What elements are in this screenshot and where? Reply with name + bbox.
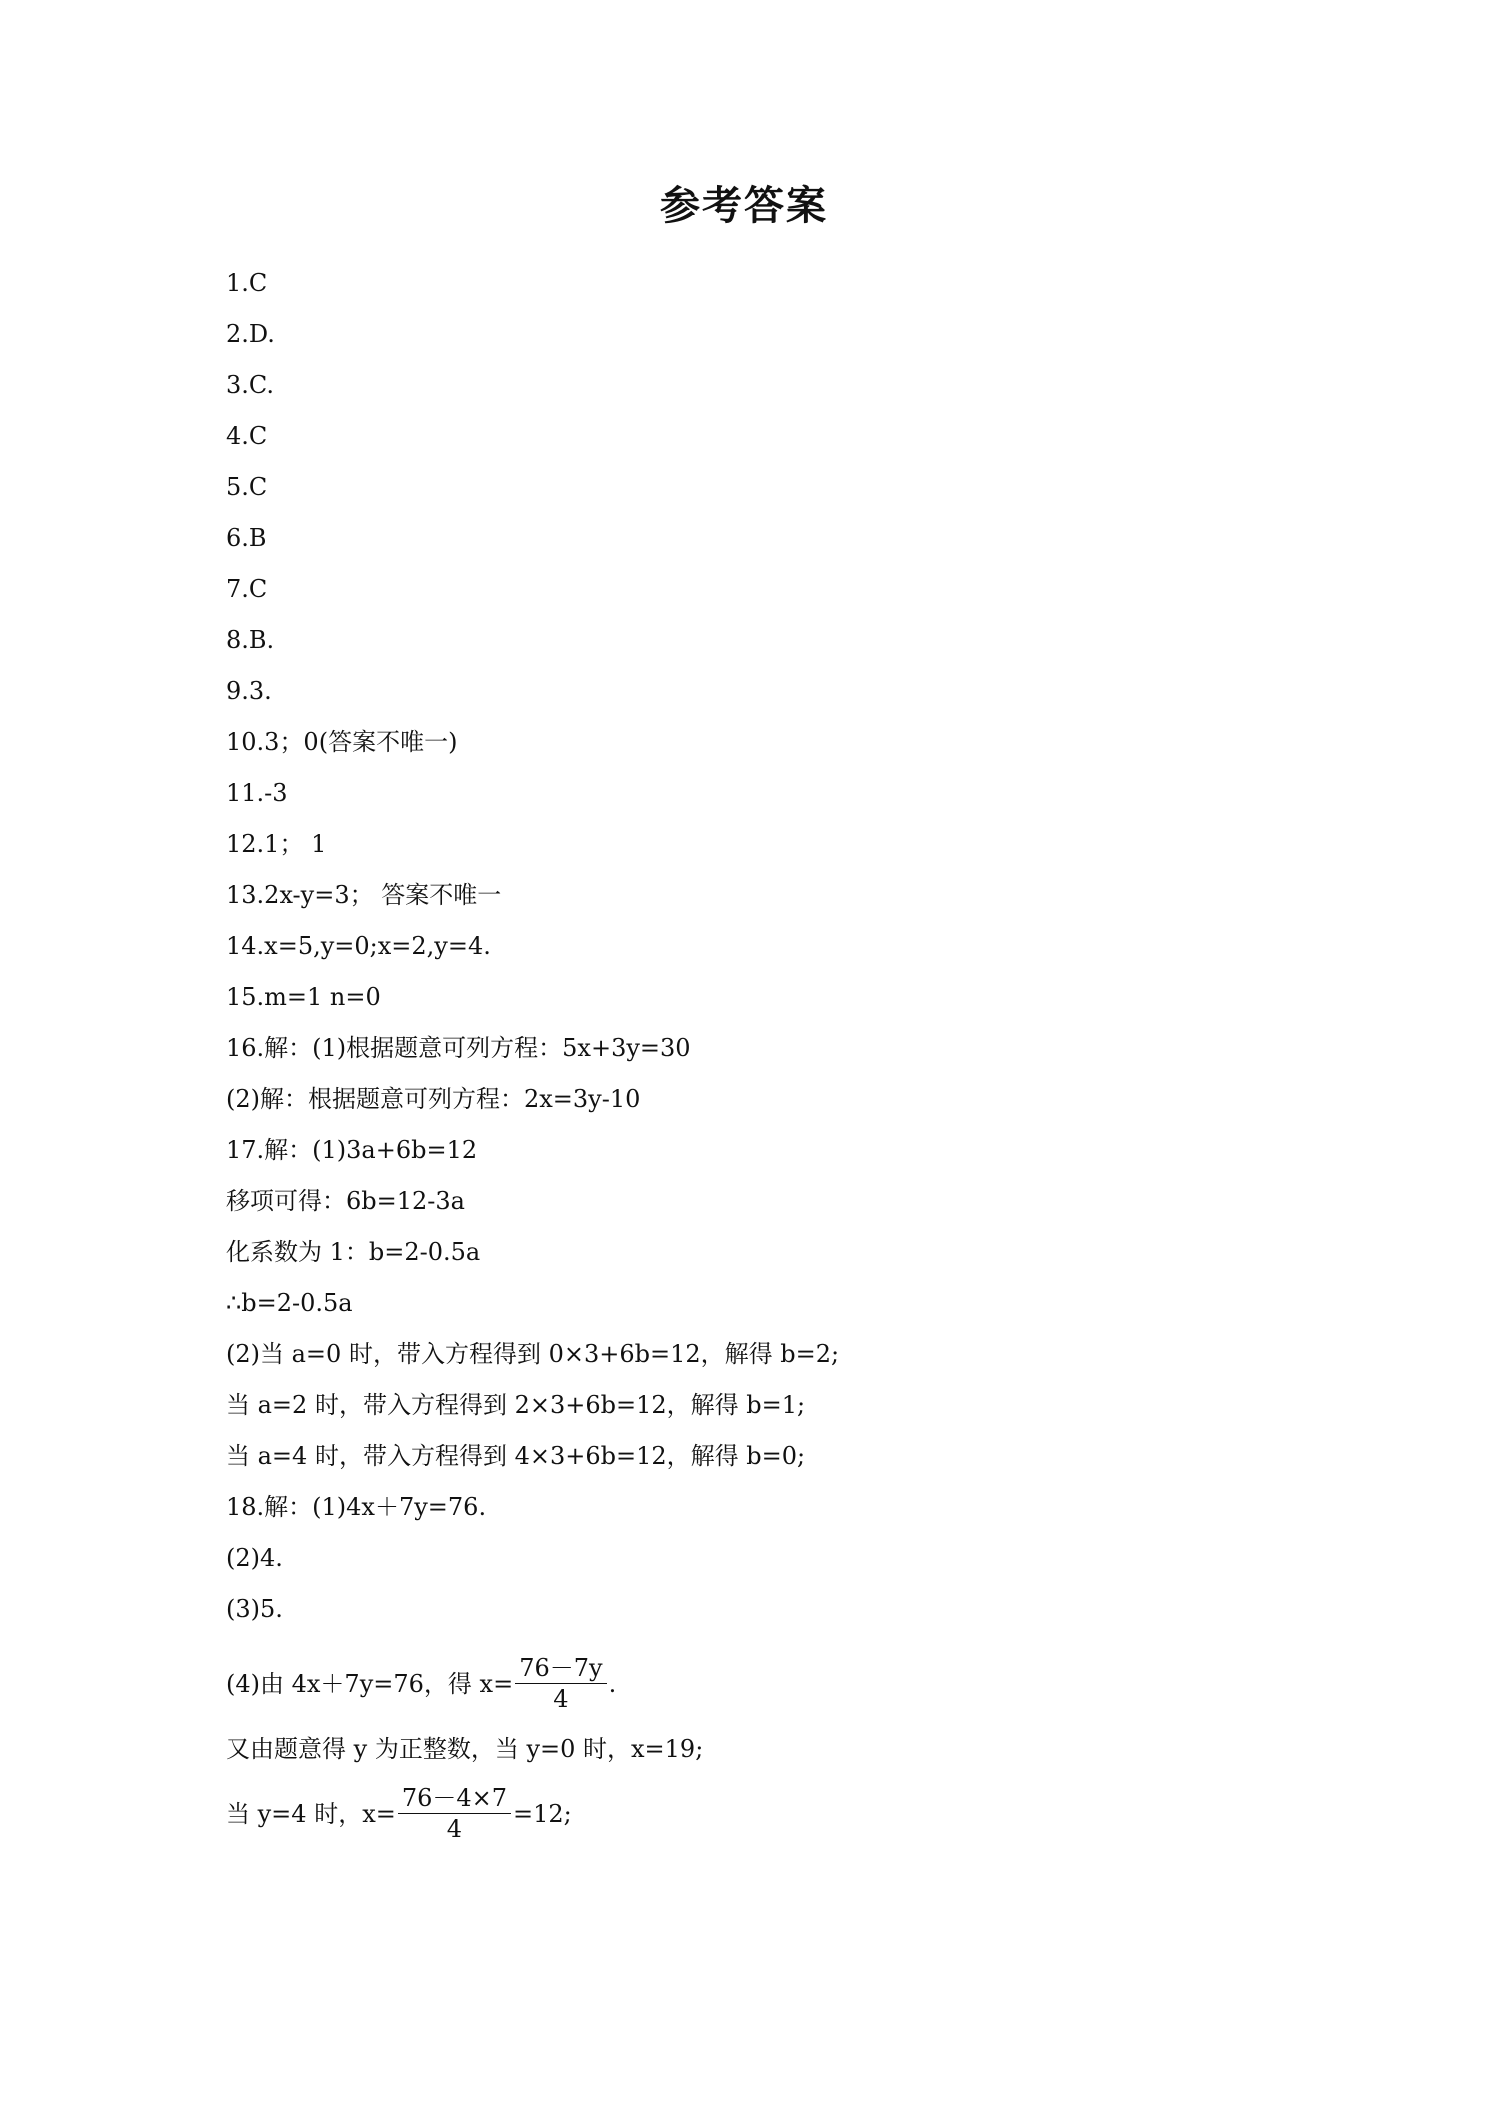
answer-line-17-step-1: 移项可得：6b=12-3a (226, 1187, 465, 1215)
answer-line-18-part-2: (2)4. (226, 1544, 283, 1572)
answer-line-5: 5.C (226, 473, 268, 501)
answer-line-18-last (226, 1775, 1326, 1854)
answer-line-9: 9.3. (226, 677, 272, 705)
equation-suffix: =12; (513, 1800, 572, 1828)
answer-line-14: 14.x=5,y=0;x=2,y=4. (226, 932, 491, 960)
answer-line-10: 10.3；0(答案不唯一) (226, 728, 458, 756)
fraction-numerator: 76－7y (515, 1653, 606, 1684)
equation-suffix: . (608, 1670, 617, 1698)
answer-line-17-part-1: 17.解：(1)3a+6b=12 (226, 1136, 478, 1164)
fraction (515, 1653, 606, 1714)
answer-line-8: 8.B. (226, 626, 275, 654)
page-title: 参考答案 (660, 183, 828, 229)
answer-line-17-case-3: 当 a=4 时，带入方程得到 4×3+6b=12，解得 b=0; (226, 1442, 806, 1470)
answer-line-17-step-3: ∴b=2-0.5a (226, 1289, 353, 1317)
line-spacer (226, 1635, 1326, 1645)
answer-line-17-case-2: 当 a=2 时，带入方程得到 2×3+6b=12，解得 b=1; (226, 1391, 806, 1419)
answer-line-15: 15.m=1 n=0 (226, 983, 381, 1011)
answer-line-7: 7.C (226, 575, 268, 603)
answer-line-18-part-1: 18.解：(1)4x＋7y=76. (226, 1493, 487, 1521)
answer-line-18-part-3: (3)5. (226, 1595, 283, 1623)
answer-list (226, 258, 1326, 1854)
answer-line-13: 13.2x-y=3； 答案不唯一 (226, 881, 502, 909)
answer-line-12: 12.1； 1 (226, 830, 327, 858)
fraction-numerator: 76－4×7 (398, 1783, 511, 1814)
answer-line-17-part-2: (2)当 a=0 时，带入方程得到 0×3+6b=12，解得 b=2; (226, 1340, 840, 1368)
equation-prefix: 当 y=4 时，x= (226, 1800, 396, 1828)
answer-line-18-condition: 又由题意得 y 为正整数，当 y=0 时，x=19; (226, 1735, 704, 1763)
equation-prefix: (4)由 4x＋7y=76，得 x= (226, 1670, 514, 1698)
fraction (398, 1783, 511, 1844)
answer-line-11: 11.-3 (226, 779, 288, 807)
fraction-denominator: 4 (446, 1815, 463, 1843)
answer-line-17-step-2: 化系数为 1：b=2-0.5a (226, 1238, 481, 1266)
answer-line-6: 6.B (226, 524, 267, 552)
answer-line-1: 1.C (226, 269, 268, 297)
answer-line-2: 2.D. (226, 320, 275, 348)
answer-line-16-part-1: 16.解：(1)根据题意可列方程：5x+3y=30 (226, 1034, 691, 1062)
fraction-denominator: 4 (553, 1685, 569, 1713)
answer-line-4: 4.C (226, 422, 268, 450)
answer-line-18-part-4 (226, 1645, 1326, 1724)
answer-line-3: 3.C. (226, 371, 275, 399)
answer-line-16-part-2: (2)解：根据题意可列方程：2x=3y-10 (226, 1085, 641, 1113)
